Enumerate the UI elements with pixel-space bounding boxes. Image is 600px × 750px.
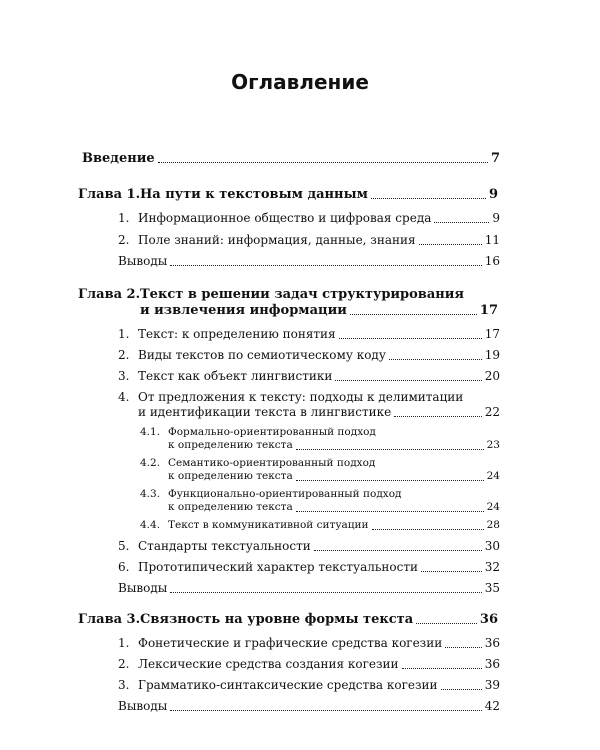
leader-dots xyxy=(350,314,477,315)
subitem-number: 4.3. xyxy=(140,488,161,500)
chapter-label: Глава 2. xyxy=(78,287,141,302)
item-text-line2: и идентификации текста в лингвистике xyxy=(138,405,392,419)
toc-subitem[interactable] xyxy=(140,426,500,439)
toc-intro[interactable] xyxy=(82,151,500,166)
page-number: 16 xyxy=(484,254,500,268)
leader-dots xyxy=(372,529,484,530)
toc-item[interactable] xyxy=(118,560,500,575)
item-text: Виды текстов по семиотическому коду xyxy=(138,348,386,362)
page-number: 35 xyxy=(484,581,500,595)
toc-item[interactable] xyxy=(118,678,500,693)
page-number: 23 xyxy=(486,439,500,451)
page-number: 32 xyxy=(484,560,500,574)
page-number: 42 xyxy=(484,699,500,713)
item-number: 2. xyxy=(118,233,130,247)
chapter-title: На пути к текстовым данным xyxy=(140,187,368,202)
page-number: 24 xyxy=(486,470,500,482)
item-number: 3. xyxy=(118,678,130,692)
page-number: 9 xyxy=(492,211,500,225)
item-number: 1. xyxy=(118,211,130,225)
toc-item[interactable] xyxy=(118,636,500,651)
toc-item[interactable] xyxy=(118,369,500,384)
chapter-title: Связность на уровне формы текста xyxy=(140,612,414,627)
toc-conclusion[interactable] xyxy=(118,699,500,714)
item-text: Выводы xyxy=(118,254,168,268)
toc-item-cont[interactable] xyxy=(138,405,500,420)
item-text: Текст: к определению понятия xyxy=(138,327,336,341)
subitem-number: 4.1. xyxy=(140,426,161,438)
item-number: 1. xyxy=(118,327,130,341)
toc-subitem-cont[interactable] xyxy=(168,501,500,514)
page-number: 19 xyxy=(484,348,500,362)
leader-dots xyxy=(296,480,484,481)
toc-subitem[interactable] xyxy=(140,488,500,501)
leader-dots xyxy=(402,668,482,669)
item-text-line1: От предложения к тексту: подходы к делимитации xyxy=(138,390,464,404)
item-number: 4. xyxy=(118,390,130,404)
leader-dots xyxy=(335,380,481,381)
chapter-title-line1: Текст в решении задач структурирования xyxy=(140,287,465,302)
toc-item[interactable] xyxy=(118,233,500,248)
page-number: 9 xyxy=(488,187,498,202)
toc-item[interactable] xyxy=(118,348,500,363)
page-number: 36 xyxy=(484,636,500,650)
leader-dots xyxy=(371,198,486,199)
page-number: 28 xyxy=(486,519,500,531)
subitem-text-line2: к определению текста xyxy=(168,439,293,451)
leader-dots xyxy=(441,689,482,690)
page-number: 39 xyxy=(484,678,500,692)
chapter-label: Глава 3. xyxy=(78,612,141,627)
leader-dots xyxy=(170,710,481,711)
leader-dots xyxy=(296,449,484,450)
toc-item[interactable] xyxy=(118,390,500,405)
item-number: 1. xyxy=(118,636,130,650)
subitem-number: 4.4. xyxy=(140,519,161,531)
subitem-text: Текст в коммуникативной ситуации xyxy=(168,519,369,531)
page-number: 36 xyxy=(484,657,500,671)
item-number: 2. xyxy=(118,657,130,671)
leader-dots xyxy=(434,222,489,223)
item-text: Выводы xyxy=(118,581,168,595)
item-number: 6. xyxy=(118,560,130,574)
toc-subitem-cont[interactable] xyxy=(168,439,500,452)
toc-item[interactable] xyxy=(118,657,500,672)
item-text: Фонетические и графические средства когезии xyxy=(138,636,443,650)
toc-item[interactable] xyxy=(118,327,500,342)
toc-subitem-cont[interactable] xyxy=(168,470,500,483)
subitem-number: 4.2. xyxy=(140,457,161,469)
item-text: Лексические средства создания когезии xyxy=(138,657,399,671)
item-text: Стандарты текстуальности xyxy=(138,539,311,553)
leader-dots xyxy=(394,416,481,417)
item-text: Выводы xyxy=(118,699,168,713)
item-number: 5. xyxy=(118,539,130,553)
page-number: 7 xyxy=(490,151,500,166)
leader-dots xyxy=(170,592,481,593)
toc-chapter-1[interactable] xyxy=(78,187,498,202)
page-number: 24 xyxy=(486,501,500,513)
page-number: 22 xyxy=(484,405,500,419)
page-number: 17 xyxy=(479,303,498,318)
leader-dots xyxy=(421,571,482,572)
leader-dots xyxy=(158,162,488,163)
page-title: Оглавление xyxy=(231,70,369,94)
toc-intro-label: Введение xyxy=(82,151,155,166)
item-text: Прототипический характер текстуальности xyxy=(138,560,418,574)
item-text: Поле знаний: информация, данные, знания xyxy=(138,233,416,247)
toc-chapter-2[interactable] xyxy=(78,287,498,302)
chapter-label: Глава 1. xyxy=(78,187,141,202)
item-text: Информационное общество и цифровая среда xyxy=(138,211,432,225)
leader-dots xyxy=(314,550,482,551)
leader-dots xyxy=(296,511,484,512)
leader-dots xyxy=(416,623,477,624)
toc-conclusion[interactable] xyxy=(118,254,500,269)
page-number: 20 xyxy=(484,369,500,383)
item-text: Текст как объект лингвистики xyxy=(138,369,333,383)
leader-dots xyxy=(419,244,482,245)
toc-subitem[interactable] xyxy=(140,519,500,532)
subitem-text-line1: Формально-ориентированный подход xyxy=(168,426,376,438)
item-number: 2. xyxy=(118,348,130,362)
leader-dots xyxy=(389,359,482,360)
toc-item[interactable] xyxy=(118,211,500,226)
leader-dots xyxy=(170,265,481,266)
toc-chapter-2-cont[interactable] xyxy=(140,303,498,318)
subitem-text-line1: Функционально-ориентированный подход xyxy=(168,488,402,500)
page-number: 36 xyxy=(479,612,498,627)
item-text: Грамматико-синтаксические средства когезии xyxy=(138,678,438,692)
subitem-text-line2: к определению текста xyxy=(168,470,293,482)
page-number: 11 xyxy=(484,233,500,247)
chapter-title-line2: и извлечения информации xyxy=(140,303,347,318)
leader-dots xyxy=(445,647,482,648)
page-number: 17 xyxy=(484,327,500,341)
subitem-text-line1: Семантико-ориентированный подход xyxy=(168,457,376,469)
item-number: 3. xyxy=(118,369,130,383)
subitem-text-line2: к определению текста xyxy=(168,501,293,513)
toc-conclusion[interactable] xyxy=(118,581,500,596)
toc-chapter-3[interactable] xyxy=(78,612,498,627)
toc-item[interactable] xyxy=(118,539,500,554)
leader-dots xyxy=(339,338,482,339)
toc-subitem[interactable] xyxy=(140,457,500,470)
page-number: 30 xyxy=(484,539,500,553)
